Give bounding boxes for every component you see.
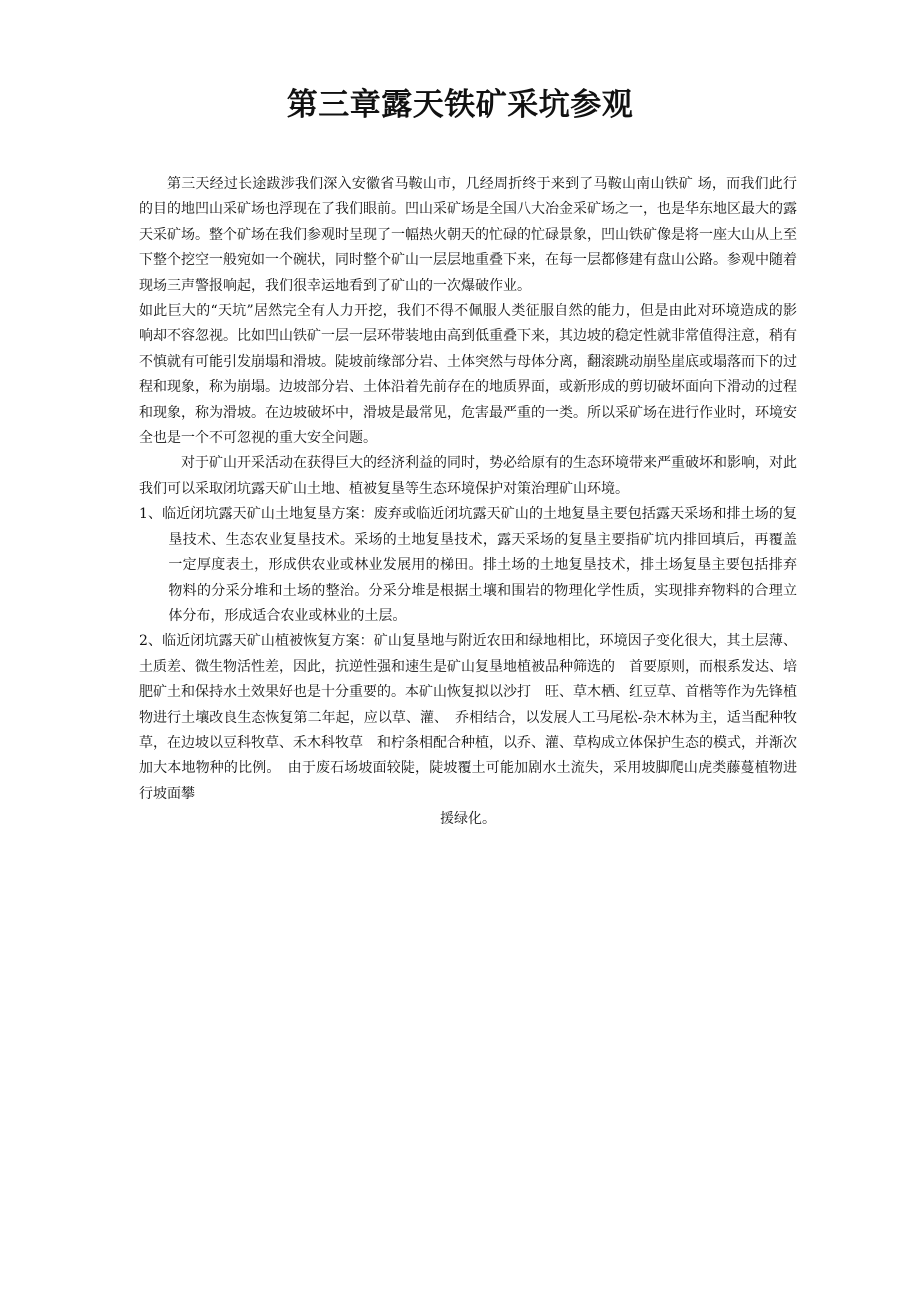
document-body	[139, 172, 797, 833]
page-title: 第三章露天铁矿采坑参观	[286, 87, 634, 123]
paragraph-countermeasures: 对于矿山开采活动在获得巨大的经济利益的同时，势必给原有的生态环境带来严重破坏和影响，对此我们可以采取闭坑露天矿山土地、植被复垦等生态环境保护对策治理矿山环境。	[139, 455, 797, 497]
paragraph-intro: 第三天经过长途跋涉我们深入安徽省马鞍山市，几经周折终于来到了马鞍山南山铁矿 场，而我们此行的目的地凹山采矿场也浮现在了我们眼前。凹山采矿场是全国八大冶金采矿场之一，也是华东地区最大的露天采矿场。整个矿场在我们参观时呈现了一幅热火朝天的忙碌的忙碌景象，凹山铁矿像是将一座大山从上至下整个挖空一般宛如一个碗状，同时整个矿山一层层地重叠下来，在每一层都修建有盘山公路。参观中随着现场三声警报响起，我们很幸运地看到了矿山的一次爆破作业。	[139, 176, 797, 294]
list-item-land-reclamation: 1、临近闭坑露天矿山土地复垦方案：废弃或临近闭坑露天矿山的土地复垦主要包括露天采场和排土场的复垦技术、生态农业复垦技术。采场的土地复垦技术，露天采场的复垦主要指矿坑内排回填后，再覆盖一定厚度表土，形成供农业或林业发展用的梯田。排土场的土地复垦技术，排土场复垦主要包括排弃物料的分采分堆和土场的整治。分采分堆是根据土壤和围岩的物理化学性质，实现排弃物料的合理立体分布，形成适合农业或林业的土层。	[139, 506, 797, 624]
list-item-vegetation-recovery: 2、临近闭坑露天矿山植被恢复方案：矿山复垦地与附近农田和绿地相比，环境因子变化很大，其土层薄、土质差、微生物活性差，因此，抗逆性强和速生是矿山复垦地植被品种筛选的 首要原则，而根系发达、培肥矿土和保持水土效果好也是十分重要的。本矿山恢复拟以沙打 旺、草木栖、红豆草、首楷等作为先锋植物进行土壤改良生态恢复第二年起，应以草、灌、 乔相结合，以发展人工马尾松-杂木林为主，适当配种牧草，在边坡以豆科牧草、禾木科牧草 和柠条相配合种植，以乔、灌、草构成立体保护生态的模式，并渐次加大本地物种的比例。 由于废石场坡面较陡，陡坡覆土可能加剧水土流失，采用坡脚爬山虎类藤蔓植物进行坡面攀	[139, 633, 797, 802]
paragraph-closing-line: 援绿化。	[440, 811, 496, 828]
paragraph-tiankeng: 如此巨大的“天坑”居然完全有人力开挖，我们不得不佩服人类征服自然的能力，但是由此对环境造成的影响却不容忽视。比如凹山铁矿一层一层环带装地由高到低重叠下来，其边坡的稳定性就非常值得注意，稍有不慎就有可能引发崩塌和滑坡。陡坡前缘部分岩、土体突然与母体分离，翻滚跳动崩坠崖底或塌落而下的过程和现象，称为崩塌。边坡部分岩、土体沿着先前存在的地质界面，或新形成的剪切破坏面向下滑动的过程和现象，称为滑坡。在边坡破坏中，滑坡是最常见，危害最严重的一类。所以采矿场在进行作业时，环境安全也是一个不可忽视的重大安全问题。	[139, 303, 797, 447]
